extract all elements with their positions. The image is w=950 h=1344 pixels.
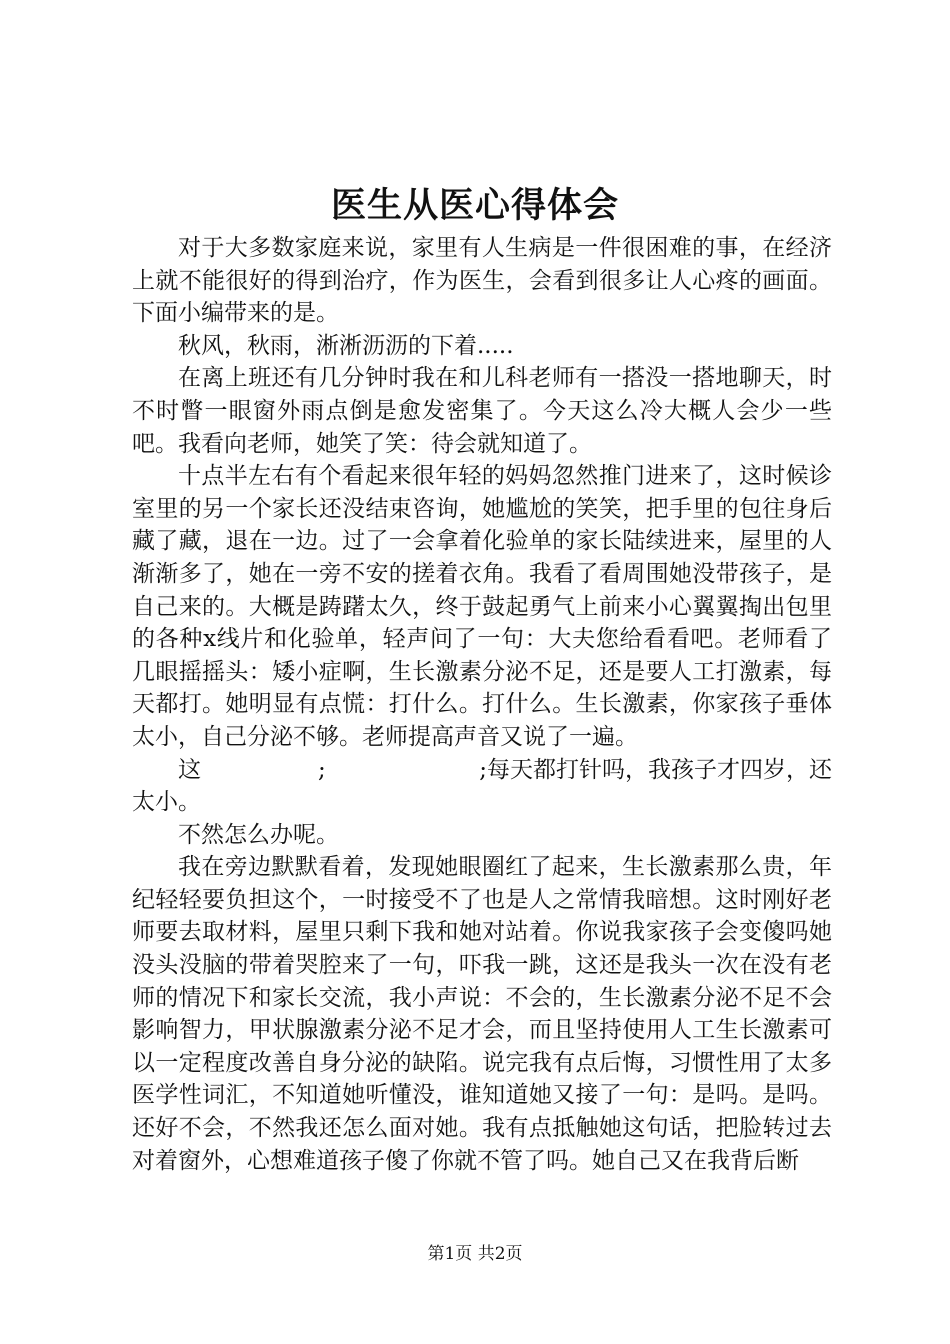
- page-footer: 第1页 共2页: [427, 1244, 523, 1264]
- paragraph-what-else: 不然怎么办呢。: [178, 821, 339, 848]
- paragraph-injection-question: 这 ; ;每天都打针吗，我孩子才四岁，还太小。: [132, 756, 833, 816]
- document-body: [132, 232, 832, 1177]
- paragraph-autumn: 秋风，秋雨，淅淅沥沥的下着.....: [178, 332, 514, 359]
- paragraph-intro: 对于大多数家庭来说，家里有人生病是一件很困难的事，在经济上就不能很好的得到治疗，作为医生，会看到很多让人心疼的画面。下面小编带来的是。: [132, 235, 832, 327]
- paragraph-conversation: 我在旁边默默看着，发现她眼圈红了起来，生长激素那么贵，年纪轻轻要负担这个，一时接受不了也是人之常情我暗想。这时刚好老师要去取材料，屋里只剩下我和她对站着。你说我家孩子会变傻吗她没头没脑的带着哭腔来了一句，吓我一跳，这还是我头一次在没有老师的情况下和家长交流，我小声说：不会的，生长激素分泌不足不会影响智力，甲状腺激素分泌不足才会，而且坚持使用人工生长激素可以一定程度改善自身分泌的缺陷。说完我有点后悔，习惯性用了太多医学性词汇，不知道她听懂没，谁知道她又接了一句：是吗。是吗。还好不会，不然我还怎么面对她。我有点抵触她这句话，把脸转过去对着窗外，心想难道孩子傻了你就不管了吗。她自己又在我背后断: [132, 854, 832, 1174]
- document-title: 医生从医心得体会: [330, 185, 619, 226]
- paragraph-before-work: 在离上班还有几分钟时我在和儿科老师有一搭没一搭地聊天，时不时瞥一眼窗外雨点倒是愈发密集了。今天这么冷大概人会少一些吧。我看向老师，她笑了笑：待会就知道了。: [132, 365, 832, 457]
- paragraph-young-mother: 十点半左右有个看起来很年轻的妈妈忽然推门进来了，这时候诊室里的另一个家长还没结束咨询，她尴尬的笑笑，把手里的包往身后藏了藏，退在一边。过了一会拿着化验单的家长陆续进来，屋里的人渐渐多了，她在一旁不安的搓着衣角。我看了看周围她没带孩子，是自己来的。大概是踌躇太久，终于鼓起勇气上前来小心翼翼掏出包里的各种x线片和化验单，轻声问了一句：大夫您给看看吧。老师看了几眼摇摇头：矮小症啊，生长激素分泌不足，还是要人工打激素，每天都打。她明显有点慌：打什么。打什么。生长激素，你家孩子垂体太小，自己分泌不够。老师提高声音又说了一遍。: [132, 463, 832, 750]
